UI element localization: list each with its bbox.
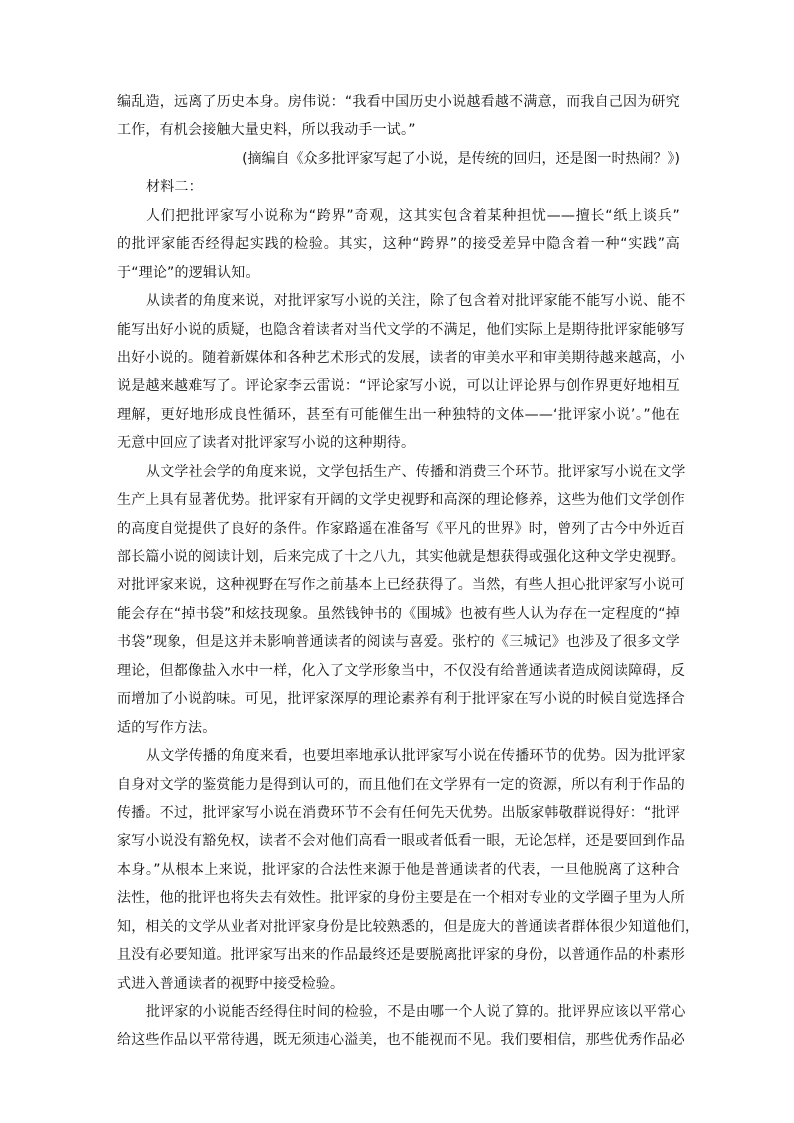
paragraph-1 — [117, 202, 680, 287]
source-note: (摘编自《众多批评家写起了小说，是传统的回归，还是图一时热闹？》) — [242, 150, 680, 167]
text-line: 能写出好小说的质疑，也隐含着读者对当代文学的不满足，他们实际上是期待批评家能够写 — [117, 321, 685, 338]
text-line: 从文学社会学的角度来说，文学包括生产、传播和消费三个环节。批评家写小说在文学 — [146, 463, 686, 480]
text-line: 从读者的角度来说，对批评家写小说的关注，除了包含着对批评家能不能写小说、能不 — [146, 293, 686, 310]
text-line: 无意中回应了读者对批评家写小说的这种期待。 — [117, 435, 416, 452]
text-line: 批评家的小说能否经得住时间的检验，不是由哪一个人说了算的。批评界应该以平常心 — [146, 1004, 686, 1020]
text-line: 编乱造，远离了历史本身。房伟说：“我看中国历史小说越看越不满意，而我自己因为研究 — [117, 94, 680, 110]
text-line: 自身对文学的鉴赏能力是得到认可的，而且他们在文学界有一定的资源，所以有利于作品的 — [117, 776, 685, 793]
text-line: 给这些作品以平常待遇，既无须违心溢美，也不能视而不见。我们要相信，那些优秀作品必 — [117, 1032, 685, 1049]
text-line: 且没有必要知道。批评家写出来的作品最终还是要脱离批评家的身份，以普通作品的朴素形 — [117, 947, 685, 964]
text-line: 传播。不过，批评家写小说在消费环节不会有任何先天优势。出版家韩敬群说得好：“批评 — [117, 804, 680, 821]
text-line: 法性，他的批评也将失去有效性。批评家的身份主要是在一个相对专业的文学圈子里为人所 — [117, 890, 685, 907]
paragraph-4 — [117, 742, 700, 998]
text-line: 书袋”现象，但是这并未影响普通读者的阅读与喜爱。张柠的《三城记》也涉及了很多文学 — [117, 634, 680, 651]
text-line: 家写小说没有豁免权，读者不会对他们高看一眼或者低看一眼，无论怎样，还是要回到作品 — [117, 833, 685, 850]
text-line: 知，相关的文学从业者对批评家身份是比较熟悉的，但是庞大的普通读者群体很少知道他们， — [117, 918, 700, 935]
text-line: 工作，有机会接触大量史料，所以我动手一试。” — [117, 122, 416, 139]
text-line: 的批评家能否经得起实践的检验。其实，这种“跨界”的接受差异中隐含着一种“实践”高 — [117, 236, 680, 253]
text-line: 人们把批评家写小说称为“跨界”奇观，这其实包含着某种担忧——擅长“纸上谈兵” — [146, 207, 680, 224]
text-line: 对批评家来说，这种视野在写作之前基本上已经获得了。当然，有些人担心批评家写小说可 — [117, 577, 685, 594]
document-body — [117, 88, 700, 1055]
text-line: 说是越来越难写了。评论家李云雷说：“评论家写小说，可以让评论界与创作界更好地相互 — [117, 378, 680, 395]
paragraph-3 — [117, 458, 686, 742]
text-line: 理论，但都像盐入水中一样，化入了文学形象当中，不仅没有给普通读者造成阅读障碍，反 — [117, 662, 685, 679]
text-line: 理解，更好地形成良性循环，甚至有可能催生出一种独特的文体——‘批评家小说’。”他在 — [117, 406, 680, 423]
text-line: 的高度自觉提供了良好的条件。作家路遥在准备写《平凡的世界》时，曾列了古今中外近百 — [117, 520, 685, 537]
text-line: 部长篇小说的阅读计划，后来完成了十之八九，其实他就是想获得或强化这种文学史视野。 — [117, 549, 685, 565]
paragraph-5 — [117, 998, 686, 1055]
section-heading: 材料二： — [146, 179, 203, 196]
text-line: 适的写作方法。 — [117, 719, 217, 736]
text-line: 生产上具有显著优势。批评家有开阔的文学史视野和高深的理论修养，这些为他们文学创作 — [117, 492, 685, 509]
text-line: 本身。”从根本上来说，批评家的合法性来源于他是普通读者的代表，一旦他脱离了这种合 — [117, 861, 680, 878]
text-line: 能会存在“掉书袋”和炫技现象。虽然钱钟书的《围城》也被有些人认为存在一定程度的“掉 — [117, 605, 680, 622]
paragraph-continued — [117, 88, 680, 145]
paragraph-2 — [117, 287, 686, 458]
text-line: 出好小说的。随着新媒体和各种艺术形式的发展，读者的审美水平和审美期待越来越高，小 — [117, 349, 685, 366]
text-line: 式进入普通读者的视野中接受检验。 — [117, 975, 345, 992]
text-line: 从文学传播的角度来看，也要坦率地承认批评家写小说在传播环节的优势。因为批评家 — [146, 748, 686, 765]
text-line: 于“理论”的逻辑认知。 — [117, 264, 260, 281]
text-line: 而增加了小说韵味。可见，批评家深厚的理论素养有利于批评家在写小说的时候自觉选择合 — [117, 691, 685, 708]
